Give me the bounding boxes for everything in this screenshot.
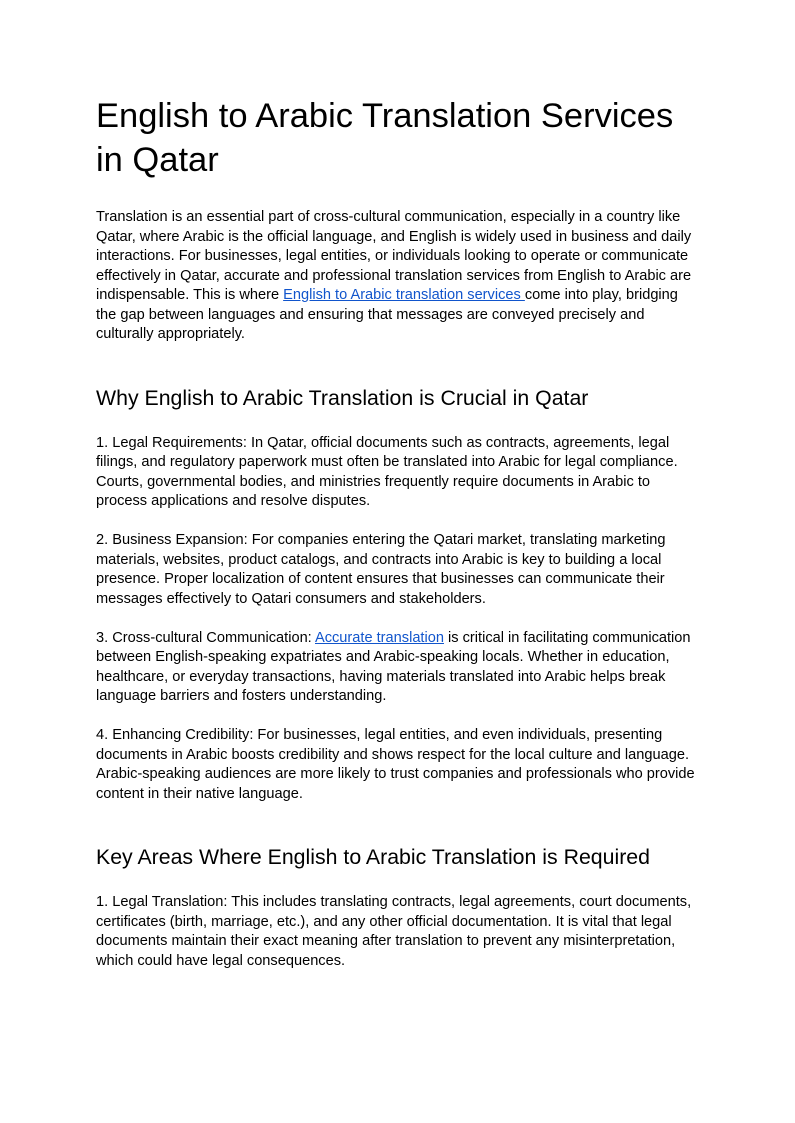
section1-item-credibility: 4. Enhancing Credibility: For businesses, legal entities, and even individuals, presenting documents in Arabic boosts credibility and shows respect for the local culture and language. Arabic-speaking audiences are more likely to trust companies and professionals who provide content in their native language. bbox=[96, 727, 695, 802]
accurate-translation-link[interactable]: Accurate translation bbox=[314, 629, 444, 646]
page-title: English to Arabic Translation Services in Qatar bbox=[96, 97, 674, 179]
intro-text-after: come into play, bridging the gap between languages and ensuring that messages are conveyed precisely and culturally appropriately. bbox=[96, 287, 678, 342]
section1-heading: Why English to Arabic Translation is Crucial in Qatar bbox=[96, 385, 589, 410]
spacer bbox=[96, 804, 702, 843]
translation-services-link[interactable]: English to Arabic translation services bbox=[283, 287, 525, 303]
spacer bbox=[96, 345, 702, 384]
item3-text-after: is critical in facilitating communication between English-speaking expatriates and Arabic-speaking locals. Whether in education, healthcare, or everyday transactions, having materials translated into Arabic helps break language barriers and fosters understanding. bbox=[96, 629, 691, 704]
section2-item-legal-translation: 1. Legal Translation: This includes translating contracts, legal agreements, court documents, certificates (birth, marriage, etc.), and any other official documentation. It is vital that legal documents maintain their exact meaning after translation to prevent any misinterpretation, which could have legal consequences. bbox=[96, 894, 692, 969]
document-page bbox=[96, 94, 702, 971]
item3-text-before: 3. Cross-cultural Communication: bbox=[96, 629, 315, 646]
intro-paragraph bbox=[96, 208, 702, 345]
section1-item-communication bbox=[96, 629, 702, 707]
section1-item-legal: 1. Legal Requirements: In Qatar, official documents such as contracts, agreements, legal filings, and regulatory paperwork must often be translated into Arabic for legal compliance. Courts, governmental bodies, and ministries frequently require documents in Arabic to process applications and resolve disputes. bbox=[96, 434, 678, 509]
section2-heading: Key Areas Where English to Arabic Translation is Required bbox=[96, 845, 650, 869]
section1-item-business: 2. Business Expansion: For companies entering the Qatari market, translating marketing materials, websites, product catalogs, and contracts into Arabic is key to building a local presence. Proper localization of content ensures that businesses can communicate their messages effectively to Qatari consumers and stakeholders. bbox=[96, 532, 666, 607]
intro-text-before: Translation is an essential part of cross-cultural communication, especially in a country like Qatar, where Arabic is the official language, and English is widely used in business and daily interactions. For businesses, legal entities, or individuals looking to operate or communicate effectively in Qatar, accurate and professional translation services from English to Arabic are indispensable. This is where bbox=[96, 209, 692, 303]
